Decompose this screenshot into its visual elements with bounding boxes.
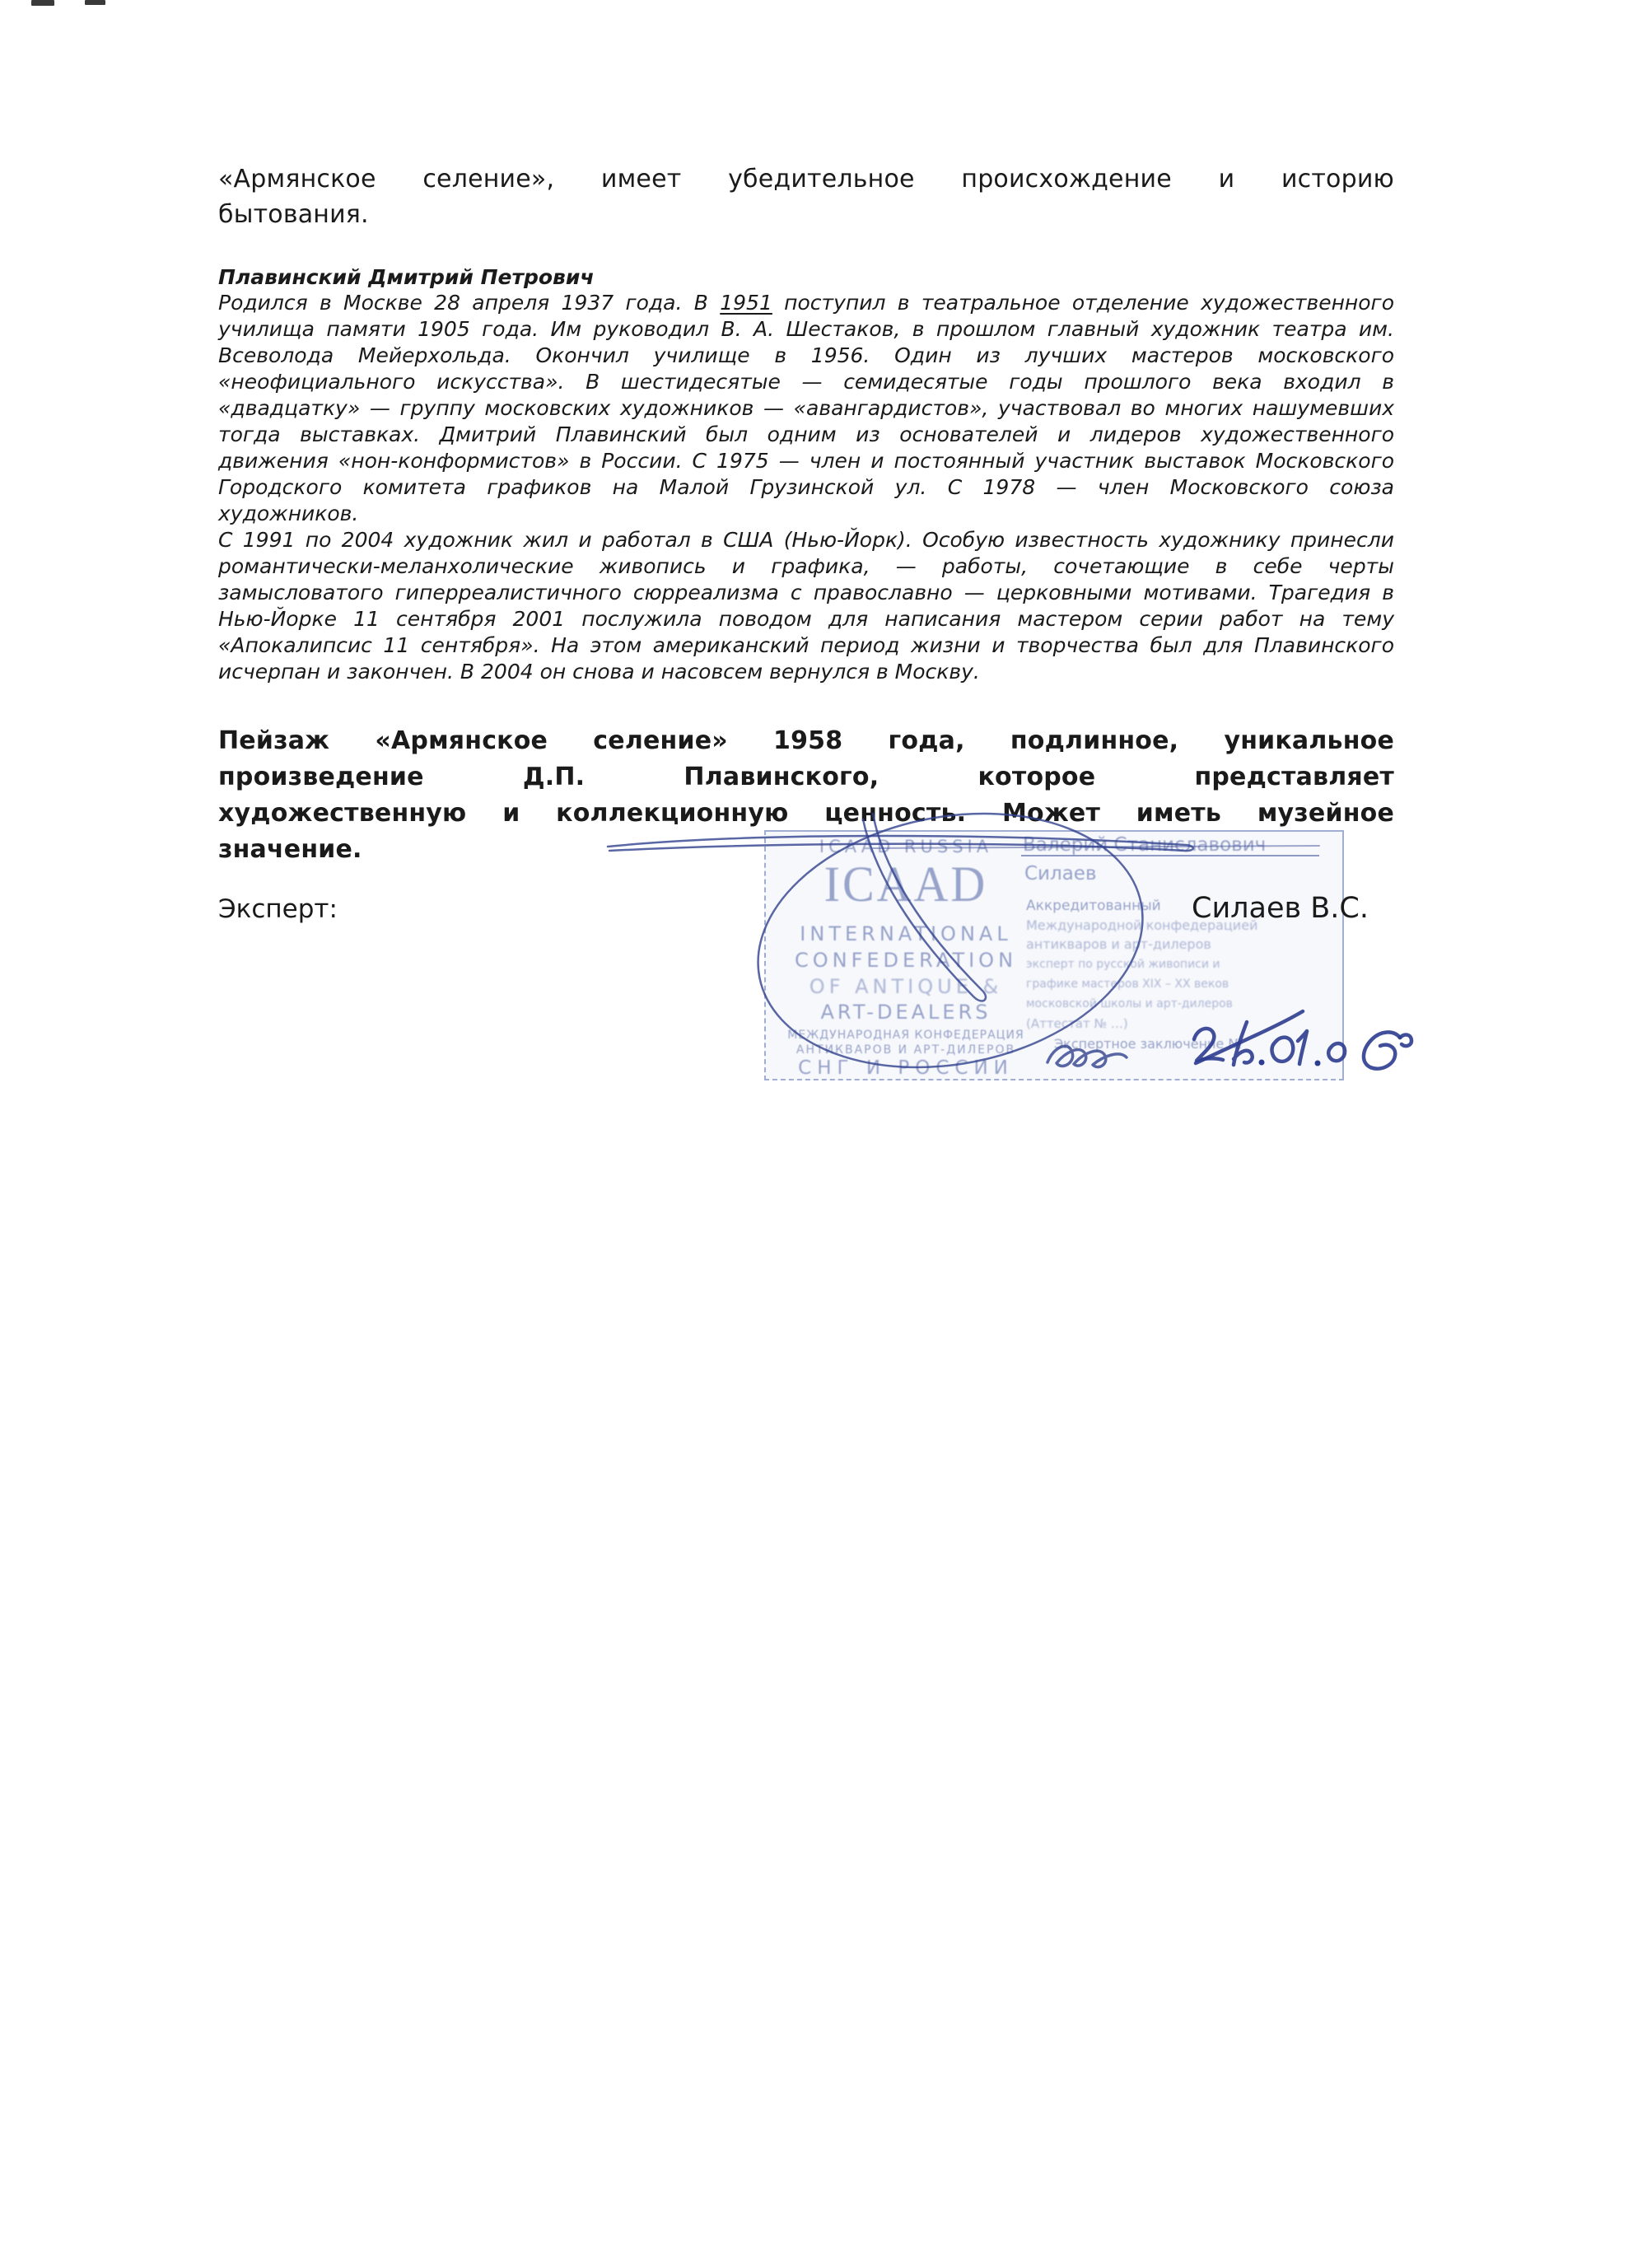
bio-line-5: «двадцатку» — группу московских художников — «авангардистов», участвовал во многих нашумевших: [218, 396, 1394, 420]
stamp-accreditation-line-3: антикваров и арт-дилеров: [1026, 936, 1211, 952]
intro-line-1: «Армянское селение», имеет убедительное происхождение и историю: [218, 165, 1394, 194]
stamp-accreditation-line-1: Аккредитованный: [1026, 898, 1161, 914]
conclusion-paragraph: [218, 723, 1394, 868]
bio-line-10: С 1991 по 2004 художник жил и работал в США (Нью-Йорк). Особую известность художнику принесли: [218, 528, 1394, 552]
bio-line-3: Всеволода Мейерхольда. Окончил училище в 1956. Один из лучших мастеров московского: [218, 343, 1394, 367]
intro-line-2: бытования.: [218, 200, 369, 229]
stamp-accreditation-line-2: Международной конфедерацией: [1026, 917, 1258, 933]
bio-line-9: художников.: [218, 502, 359, 525]
stamp-illegible-line-1: эксперт по русской живописи и: [1026, 958, 1220, 971]
stamp-expert-surname: Силаев: [1024, 863, 1097, 884]
conclusion-line-1: Пейзаж «Армянское селение» 1958 года, подлинное, уникальное: [218, 726, 1394, 755]
stamp-attestat-line: (Аттестат № …): [1026, 1016, 1128, 1031]
bio-line-14: «Апокалипсис 11 сентября». На этом американский период жизни и творчества был для Плавинского: [218, 633, 1394, 657]
stamp-org-line-international: INTERNATIONAL: [800, 922, 1012, 945]
bio-line-1: [218, 290, 1394, 316]
bio-line-11: романтически-меланхолические живопись и графика, — работы, сочетающие в себе черты: [218, 554, 1394, 578]
conclusion-line-4: значение.: [218, 835, 362, 864]
bio-line-2: училища памяти 1905 года. Им руководил В. А. Шестаков, в прошлом главный художник театра им.: [218, 317, 1394, 341]
stamp-org-line-art-dealers: ART-DEALERS: [820, 1001, 991, 1024]
intro-paragraph: [218, 161, 1394, 232]
biography-section: [218, 265, 1394, 685]
stamp-expert-first-patronymic: Валерий Станиславович: [1023, 834, 1267, 856]
bio-line-6: тогда выставках. Дмитрий Плавинский был одним из основателей и лидеров художественного: [218, 422, 1394, 446]
stamp-org-line-confederation: CONFEDERATION: [794, 949, 1018, 972]
scan-artifact-dash: [85, 0, 105, 5]
scan-artifact-dash: [31, 0, 54, 6]
bio-line-13: Нью-Йорке 11 сентября 2001 послужила поводом для написания мастером серии работ на тему: [218, 607, 1394, 631]
bio-line-1-post: поступил в театральное отделение художественного: [772, 291, 1394, 315]
stamp-org-line-of-antique: OF ANTIQUE &: [809, 975, 1003, 998]
conclusion-line-3: художественную и коллекционную ценность. Может иметь музейное: [218, 799, 1394, 828]
stamp-org-ru-line-3: СНГ И РОССИИ: [798, 1057, 1014, 1079]
conclusion-line-2: произведение Д.П. Плавинского, которое представляет: [218, 763, 1394, 791]
bio-line-8: Городского комитета графиков на Малой Грузинской ул. С 1978 — член Московского союза: [218, 475, 1394, 499]
stamp-illegible-line-2: графике мастеров XIX – XX веков: [1026, 978, 1229, 991]
bio-line-7: движения «нон-конформистов» в России. С 1975 — член и постоянный участник выставок Московского: [218, 449, 1394, 473]
bio-year-1951-underlined: 1951: [720, 291, 772, 315]
stamp-icaad-logo: ICAAD: [824, 856, 988, 912]
stamp-org-ru-line-2: АНТИКВАРОВ И АРТ-ДИЛЕРОВ: [796, 1043, 1016, 1057]
bio-line-12: замысловатого гиперреалистичного сюрреализма с православно — церковными мотивами. Трагедия в: [218, 581, 1394, 604]
bio-line-4: «неофициального искусства». В шестидесятые — семидесятые годы прошлого века входил в: [218, 370, 1394, 394]
expert-name: Силаев В.С.: [1192, 892, 1369, 925]
expert-signature-row: [218, 892, 1369, 925]
expert-label: Эксперт:: [218, 894, 338, 924]
bio-line-15: исчерпан и закончен. В 2004 он снова и насовсем вернулся в Москву.: [218, 660, 980, 684]
stamp-org-top-line: ICAAD RUSSIA: [819, 837, 993, 856]
stamp-conclusion-line: Экспертное заключение №: [1054, 1036, 1242, 1052]
stamp-illegible-line-3: московской школы и арт-дилеров: [1026, 997, 1233, 1010]
stamp-org-ru-line-1: МЕЖДУНАРОДНАЯ КОНФЕДЕРАЦИЯ: [787, 1029, 1024, 1042]
bio-line-1-pre: Родился в Москве 28 апреля 1937 года. В: [218, 291, 721, 315]
biography-heading: Плавинский Дмитрий Петрович: [218, 265, 595, 289]
